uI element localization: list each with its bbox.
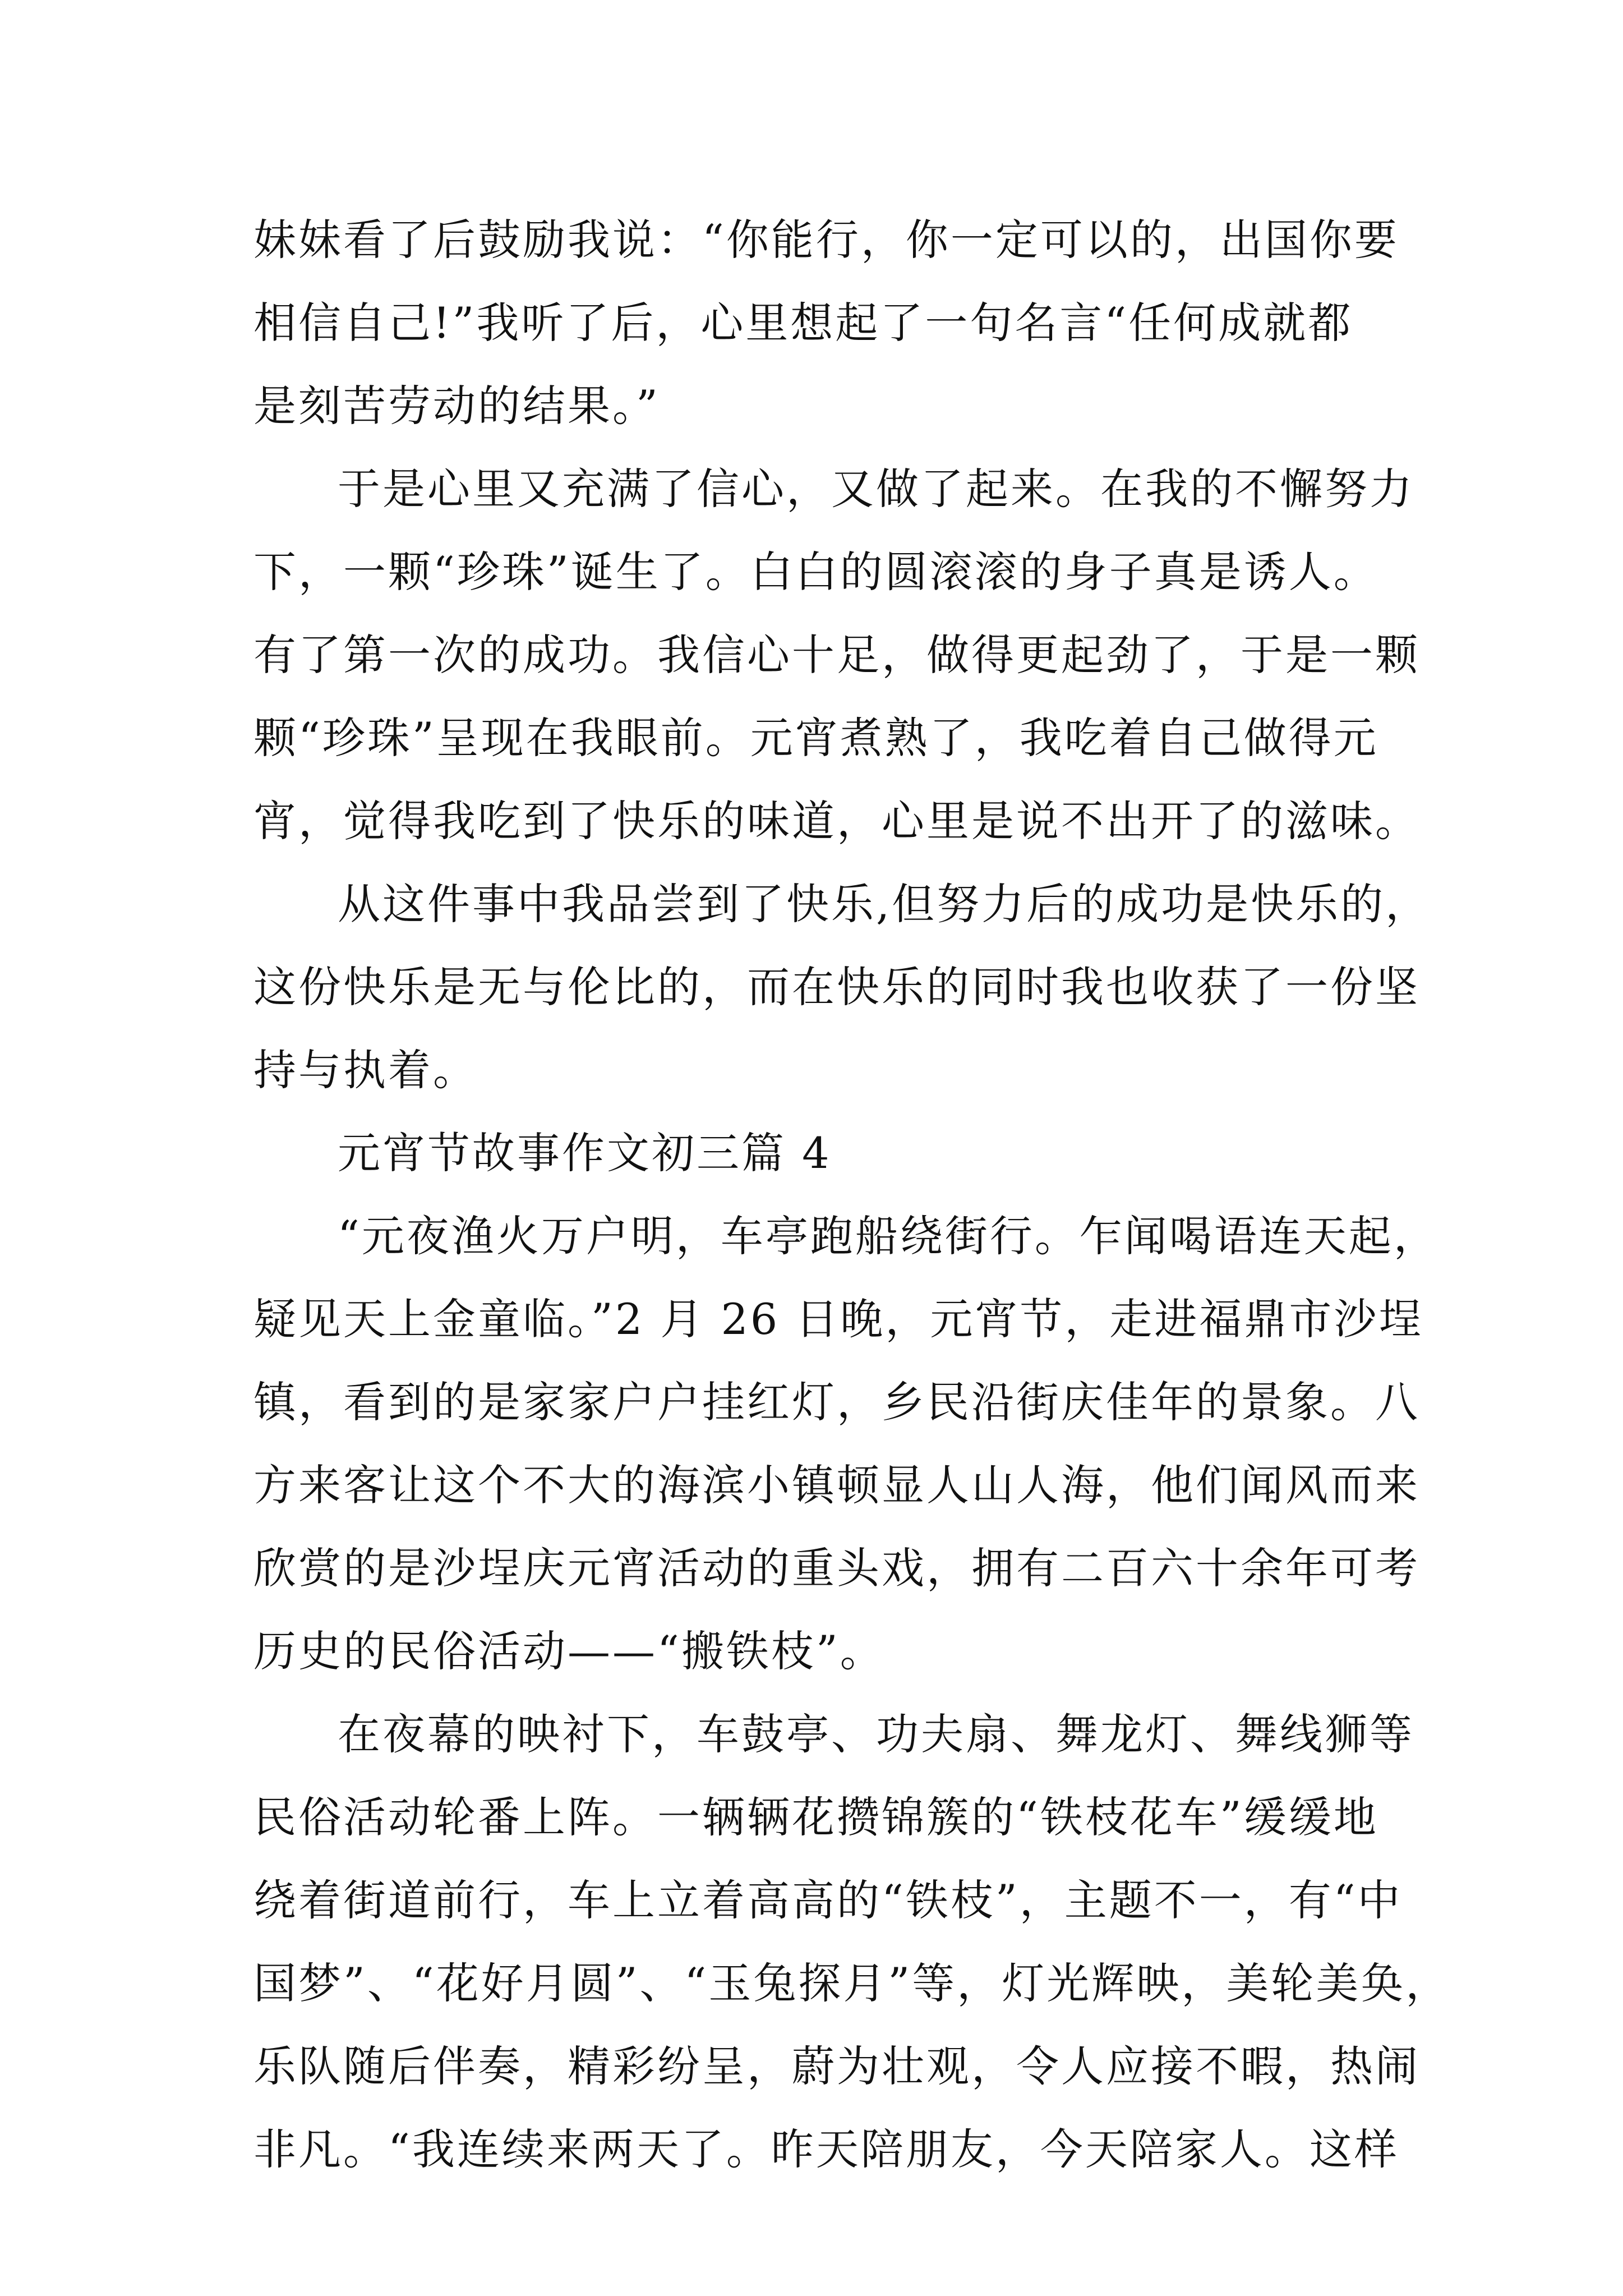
text-line: 欣赏的是沙埕庆元宵活动的重头戏，拥有二百六十余年可考 bbox=[253, 1543, 1420, 1593]
text-line: 下，一颗“珍珠”诞生了。白白的圆滚滚的身子真是诱人。 bbox=[253, 547, 1378, 597]
paragraph-first-line: 从这件事中我品尝到了快乐,但努力后的成功是快乐的， bbox=[338, 879, 1431, 929]
text-line: 妹妹看了后鼓励我说：“你能行，你一定可以的，出国你要 bbox=[253, 215, 1399, 265]
text-line: 镇，看到的是家家户户挂红灯，乡民沿街庆佳年的景象。八 bbox=[253, 1377, 1420, 1427]
text-line: 非凡。“我连续来两天了。昨天陪朋友，今天陪家人。这样 bbox=[253, 2124, 1399, 2174]
text-line: 民俗活动轮番上阵。一辆辆花攒锦簇的“铁枝花车”缓缓地 bbox=[253, 1792, 1378, 1842]
text-line: 宵，觉得我吃到了快乐的味道，心里是说不出开了的滋味。 bbox=[253, 796, 1420, 846]
text-line: 这份快乐是无与伦比的，而在快乐的同时我也收获了一份坚 bbox=[253, 962, 1420, 1012]
section-heading: 元宵节故事作文初三篇 4 bbox=[338, 1128, 832, 1178]
text-line: 持与执着。 bbox=[253, 1045, 478, 1095]
text-line: 历史的民俗活动——“搬铁枝”。 bbox=[253, 1626, 885, 1676]
text-line: 国梦”、“花好月圆”、“玉兔探月”等，灯光辉映，美轮美奂， bbox=[253, 1958, 1451, 2008]
text-line: 方来客让这个不大的海滨小镇顿显人山人海，他们闻风而来 bbox=[253, 1460, 1420, 1510]
paragraph-first-line: “元夜渔火万户明，车亭跑船绕街行。乍闻喝语连天起， bbox=[338, 1211, 1438, 1261]
text-line: 是刻苦劳动的结果。” bbox=[253, 381, 660, 431]
text-line: 绕着街道前行，车上立着高高的“铁枝”，主题不一，有“中 bbox=[253, 1875, 1403, 1925]
paragraph-first-line: 于是心里又充满了信心，又做了起来。在我的不懈努力 bbox=[338, 464, 1414, 514]
text-line: 相信自己!”我听了后，心里想起了一句名言“任何成就都 bbox=[253, 298, 1353, 348]
text-line: 颗“珍珠”呈现在我眼前。元宵煮熟了，我吃着自己做得元 bbox=[253, 713, 1378, 763]
text-line: 疑见天上金童临。”2 月 26 日晚，元宵节，走进福鼎市沙埕 bbox=[253, 1294, 1424, 1344]
text-line: 乐队随后伴奏，精彩纷呈，蔚为壮观，令人应接不暇，热闹 bbox=[253, 2041, 1420, 2091]
paragraph-first-line: 在夜幕的映衬下，车鼓亭、功夫扇、舞龙灯、舞线狮等 bbox=[338, 1709, 1414, 1759]
text-line: 有了第一次的成功。我信心十足，做得更起劲了，于是一颗 bbox=[253, 630, 1420, 680]
